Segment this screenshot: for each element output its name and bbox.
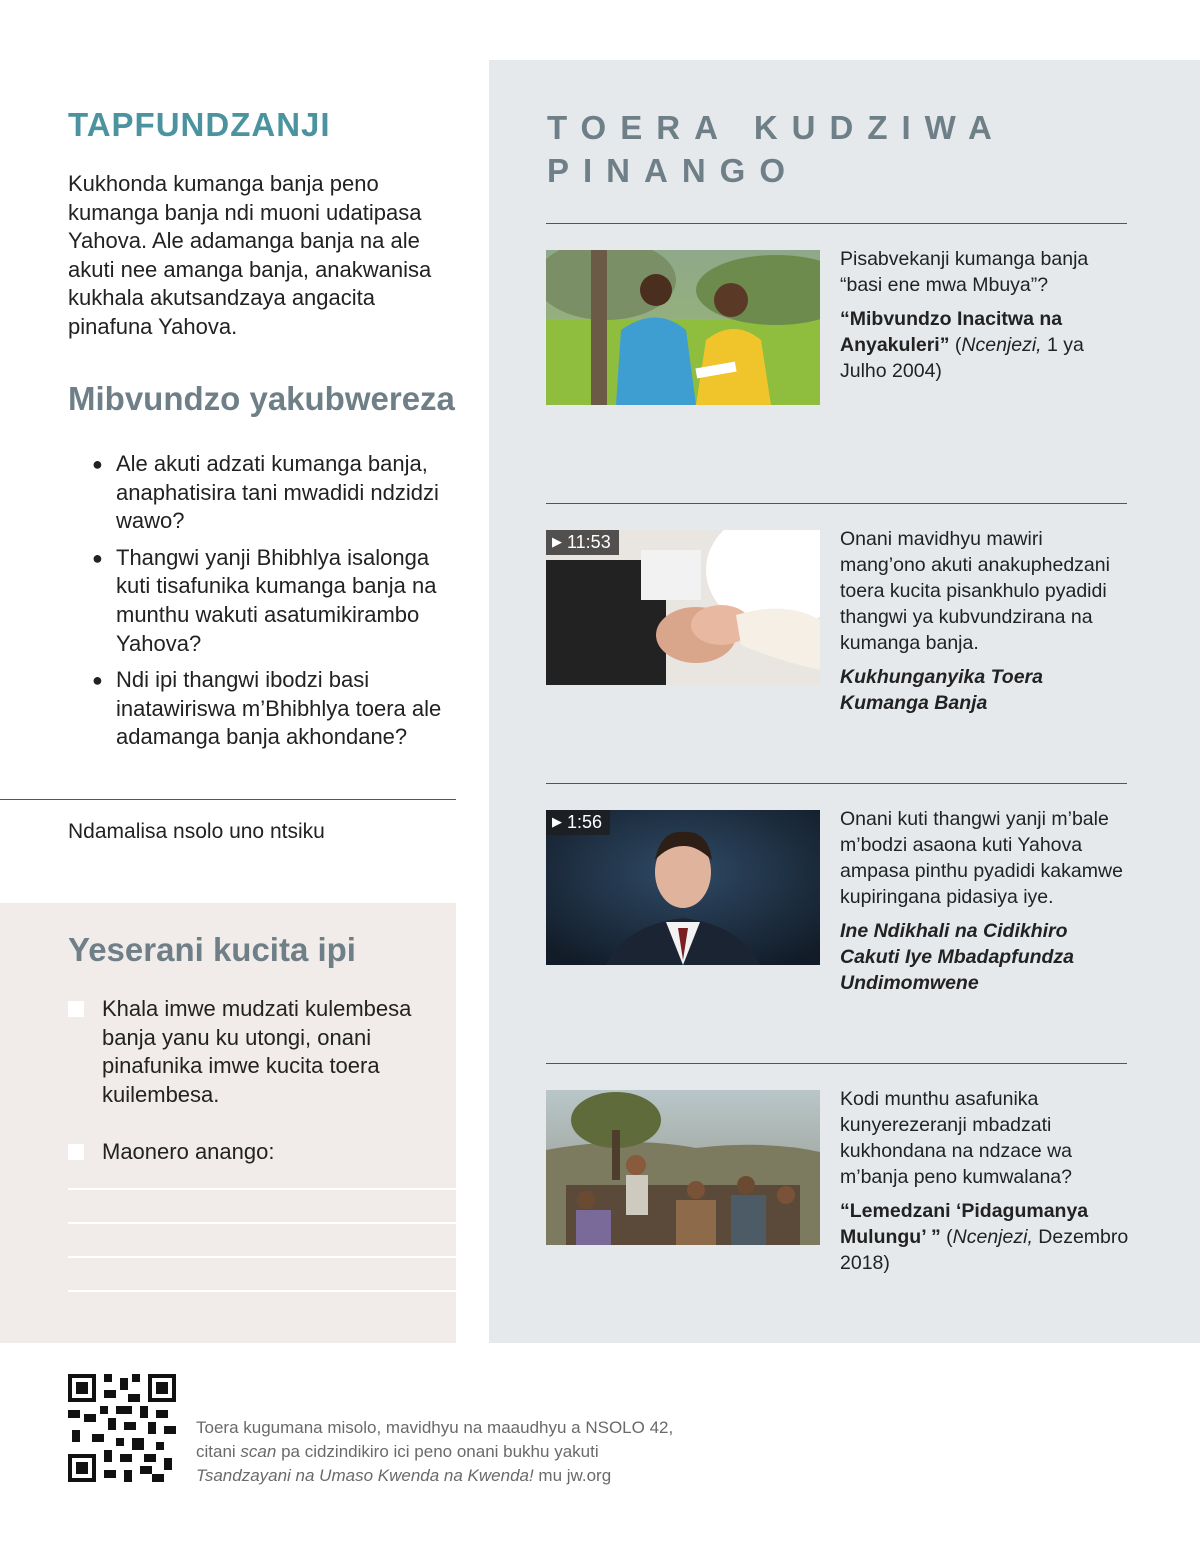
reference-title[interactable]: “Lemedzani ‘Pidagumanya Mulungu’ ”	[840, 1200, 1089, 1248]
review-questions-list	[92, 450, 452, 760]
reference-date: 1 ya Julho 2004)	[840, 334, 1084, 382]
note-line[interactable]	[68, 1256, 456, 1258]
note-line[interactable]	[68, 1222, 456, 1224]
divider	[546, 503, 1127, 504]
video-duration: 11:53	[567, 532, 611, 552]
book-title[interactable]: Tsandzayani na Umaso Kwenda na Kwenda!	[196, 1466, 534, 1485]
video-duration: 1:56	[567, 812, 603, 832]
divider	[0, 799, 456, 800]
footer-text	[196, 1416, 756, 1488]
bullet-icon: ●	[92, 670, 103, 691]
video-duration-badge	[546, 810, 610, 835]
explore-item-text: Pisabvekanji kumanga banja “basi ene mwa Mbuya”?	[840, 248, 1089, 296]
reference-paren: (	[940, 1226, 953, 1248]
explore-item-text: Onani kuti thangwi yanji m’bale m’bodzi asaona kuti Yahova ampasa pinthu pyadidi kakamwe kupiringana pidasiya iye.	[840, 808, 1123, 908]
review-question-text: Ale akuti adzati kumanga banja, anaphatisira tani mwadidi ndzidzi wawo?	[116, 451, 439, 534]
explore-item-reference[interactable]	[840, 1198, 1130, 1276]
crowd-painting-image	[546, 1090, 820, 1245]
video-thumbnail-hands[interactable]	[546, 530, 820, 685]
note-line[interactable]	[68, 1290, 456, 1292]
bullet-icon: ●	[92, 547, 103, 568]
review-question	[92, 544, 452, 658]
footer-line: Toera kugumana misolo, mavidhyu na maaudhyu a NSOLO 42,	[196, 1418, 674, 1437]
video-thumbnail-brother[interactable]	[546, 810, 820, 965]
divider	[546, 1063, 1127, 1064]
try-item[interactable]	[68, 1138, 438, 1167]
thumbnail-couple-studying[interactable]	[546, 250, 820, 405]
try-item-text: Maonero anango:	[102, 1139, 275, 1164]
finished-date-label: Ndamalisa nsolo uno ntsiku	[68, 820, 325, 843]
couple-image	[546, 250, 820, 405]
checkbox[interactable]	[68, 1144, 84, 1160]
explore-item-reference[interactable]: Kukhunganyika Toera Kumanga Banja	[840, 666, 1043, 714]
qr-code-icon[interactable]	[68, 1374, 176, 1482]
divider	[546, 223, 1127, 224]
explore-item-reference[interactable]: Ine Ndikhali na Cidikhiro Cakuti Iye Mbadapfundza Undimomwene	[840, 920, 1075, 994]
review-question-text: Ndi ipi thangwi ibodzi basi inatawiriswa m’Bhibhlya toera ale adamanga banja akhondane?	[116, 667, 442, 750]
divider	[546, 783, 1127, 784]
reference-publication: Ncenjezi,	[961, 334, 1042, 356]
footer-text-segment: citani	[196, 1442, 241, 1461]
try-this-box	[0, 903, 456, 1343]
review-question	[92, 666, 452, 752]
footer-line	[196, 1464, 756, 1488]
play-icon: ▶	[552, 534, 562, 549]
try-this-heading: Yeserani kucita ipi	[68, 931, 356, 968]
footer-text-italic: scan	[240, 1442, 277, 1461]
video-duration-badge	[546, 530, 619, 555]
explore-heading: TOERA KUDZIWA PINANGO	[547, 109, 1005, 189]
footer-line	[196, 1440, 756, 1464]
summary-heading: TAPFUNDZANJI	[68, 106, 331, 143]
footer-text-segment: mu jw.org	[533, 1466, 612, 1485]
review-questions-heading: Mibvundzo yakubwereza	[68, 380, 455, 417]
explore-item-text: Onani mavidhyu mawiri mang’ono akuti anakuphedzani toera kucita pisankhulo pyadidi thangwi ya kubvundzirana na kumanga banja.	[840, 528, 1110, 654]
note-line[interactable]	[68, 1188, 456, 1190]
bullet-icon: ●	[92, 454, 103, 474]
reference-title[interactable]: “Mibvundzo Inacitwa na Anyakuleri”	[840, 308, 1063, 356]
checkbox[interactable]	[68, 1001, 84, 1017]
reference-date: Dezembro 2018)	[840, 1226, 1129, 1274]
summary-text: Kukhonda kumanga banja peno kumanga banja ndi muoni udatipasa Yahova. Ale adamanga banja na ale akuti nee amanga banja, anakwanisa kukhala akutsandzaya angacita pinafuna Yahova.	[68, 171, 432, 339]
try-item[interactable]	[68, 995, 438, 1109]
explore-item-reference[interactable]	[840, 306, 1130, 384]
explore-item-text: Kodi munthu asafunika kunyerezeranji mbadzati kukhondana na ndzace wa m’banja peno kumwalana?	[840, 1088, 1073, 1188]
play-icon: ▶	[552, 814, 562, 829]
review-question	[92, 450, 452, 536]
footer-text-segment: pa cidzindikiro ici peno onani bukhu yakuti	[276, 1442, 599, 1461]
review-question-text: Thangwi yanji Bhibhlya isalonga kuti tisafunika kumanga banja na munthu wakuti asatumikirambo Yahova?	[116, 544, 437, 656]
reference-paren: (	[949, 334, 962, 356]
explore-panel	[489, 60, 1200, 1343]
try-item-text: Khala imwe mudzati kulembesa banja yanu ku utongi, onani pinafunika imwe kucita toera kuilembesa.	[102, 996, 412, 1107]
thumbnail-jesus-teaching[interactable]	[546, 1090, 820, 1245]
reference-publication: Ncenjezi,	[952, 1226, 1033, 1248]
